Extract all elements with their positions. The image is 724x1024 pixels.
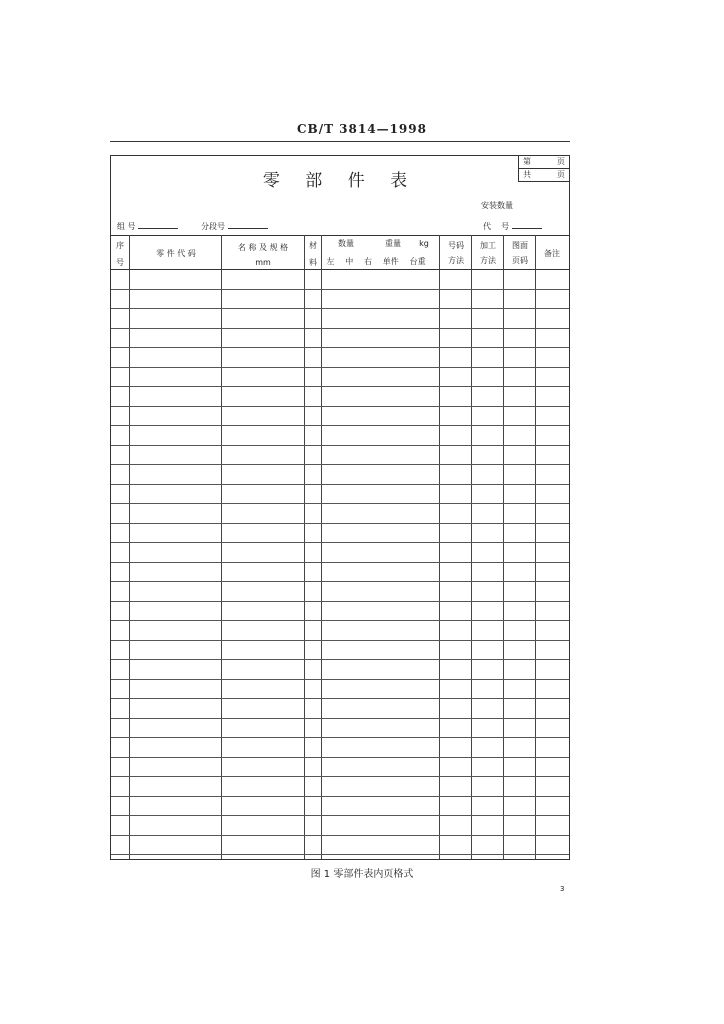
sub-group-label: 分段号	[201, 222, 225, 231]
table-row	[111, 835, 569, 836]
col-divider	[439, 235, 440, 859]
install-qty-label: 安装数量	[481, 201, 513, 210]
col-process-header	[473, 240, 503, 266]
table-row	[111, 328, 569, 329]
table-row	[111, 406, 569, 407]
col-divider	[535, 235, 536, 859]
table-row	[111, 640, 569, 641]
table-row	[111, 542, 569, 543]
table-row	[111, 620, 569, 621]
group-no-label: 组 号	[117, 222, 136, 231]
header-rule	[110, 141, 570, 142]
table-row	[111, 386, 569, 387]
figure-caption: 图 1 零部件表内页格式	[310, 869, 414, 880]
page-label-current: 第	[523, 157, 531, 166]
table-row	[111, 425, 569, 426]
col-divider	[503, 235, 504, 859]
col-divider	[471, 235, 472, 859]
page-unit-total: 页	[557, 170, 565, 179]
page-unit-current: 页	[557, 157, 565, 166]
group-no-field	[117, 220, 178, 232]
col-divider	[321, 235, 322, 859]
col-divider	[129, 235, 130, 859]
parts-list-form	[110, 155, 570, 860]
col-divider	[304, 235, 305, 859]
table-row	[111, 464, 569, 465]
col-left: 左	[326, 257, 335, 266]
col-part-code-header: 零 件 代 码	[156, 249, 196, 258]
table-row	[111, 698, 569, 699]
table-row	[111, 796, 569, 797]
col-drawing-header	[505, 240, 535, 266]
table-row	[111, 659, 569, 660]
table-row	[111, 289, 569, 290]
col-remarks-header: 备注	[544, 249, 560, 258]
col-total: 台重	[409, 257, 426, 266]
table-header-top	[111, 235, 569, 236]
table-row	[111, 757, 569, 758]
table-row	[111, 484, 569, 485]
table-row	[111, 679, 569, 680]
table-row	[111, 776, 569, 777]
standard-id: CB/T 3814—1998	[297, 122, 427, 136]
col-name-spec-unit: mm	[255, 258, 271, 267]
table-row	[111, 737, 569, 738]
table-row	[111, 854, 569, 855]
col-material-1: 材	[309, 241, 317, 250]
col-drawing-2: 页码	[512, 256, 528, 265]
col-middle: 中	[345, 257, 354, 266]
table-row	[111, 523, 569, 524]
col-divider	[221, 235, 222, 859]
table-header-bottom	[111, 269, 569, 270]
col-seq-1: 序	[116, 241, 124, 250]
col-material-header	[306, 240, 320, 268]
col-weight-unit: kg	[419, 239, 429, 248]
code-label-2: 号	[501, 222, 510, 231]
col-seq-header	[113, 240, 127, 268]
table-row	[111, 347, 569, 348]
col-process-2: 方法	[480, 256, 496, 265]
sub-group-field	[201, 220, 268, 232]
col-drawing-1: 图面	[512, 241, 528, 250]
page-number: 3	[560, 885, 565, 893]
col-process-1: 加工	[480, 241, 496, 250]
col-name-spec: 名 称 及 规 格	[237, 243, 289, 252]
col-quantity-sub	[321, 256, 431, 267]
col-number-1: 号码	[448, 241, 464, 250]
col-number-2: 方法	[448, 256, 464, 265]
table-row	[111, 718, 569, 719]
col-quantity-header: 数量	[338, 239, 354, 248]
table-row	[111, 581, 569, 582]
table-row	[111, 445, 569, 446]
col-material-2: 料	[309, 258, 317, 267]
col-seq-2: 号	[116, 258, 124, 267]
code-label: 代	[483, 222, 491, 231]
col-right: 右	[363, 257, 372, 266]
table-row	[111, 562, 569, 563]
col-per-piece: 单件	[382, 257, 399, 266]
col-name-spec-header	[223, 242, 303, 268]
table-row	[111, 503, 569, 504]
page-count-box	[518, 155, 570, 182]
col-weight-header: 重量	[385, 239, 401, 248]
code-field	[483, 220, 542, 232]
form-title: 零 部 件 表	[262, 171, 418, 191]
table-row	[111, 367, 569, 368]
table-row	[111, 308, 569, 309]
table-row	[111, 601, 569, 602]
page-label-total: 共	[523, 170, 531, 179]
table-row	[111, 815, 569, 816]
col-number-header	[441, 240, 471, 266]
